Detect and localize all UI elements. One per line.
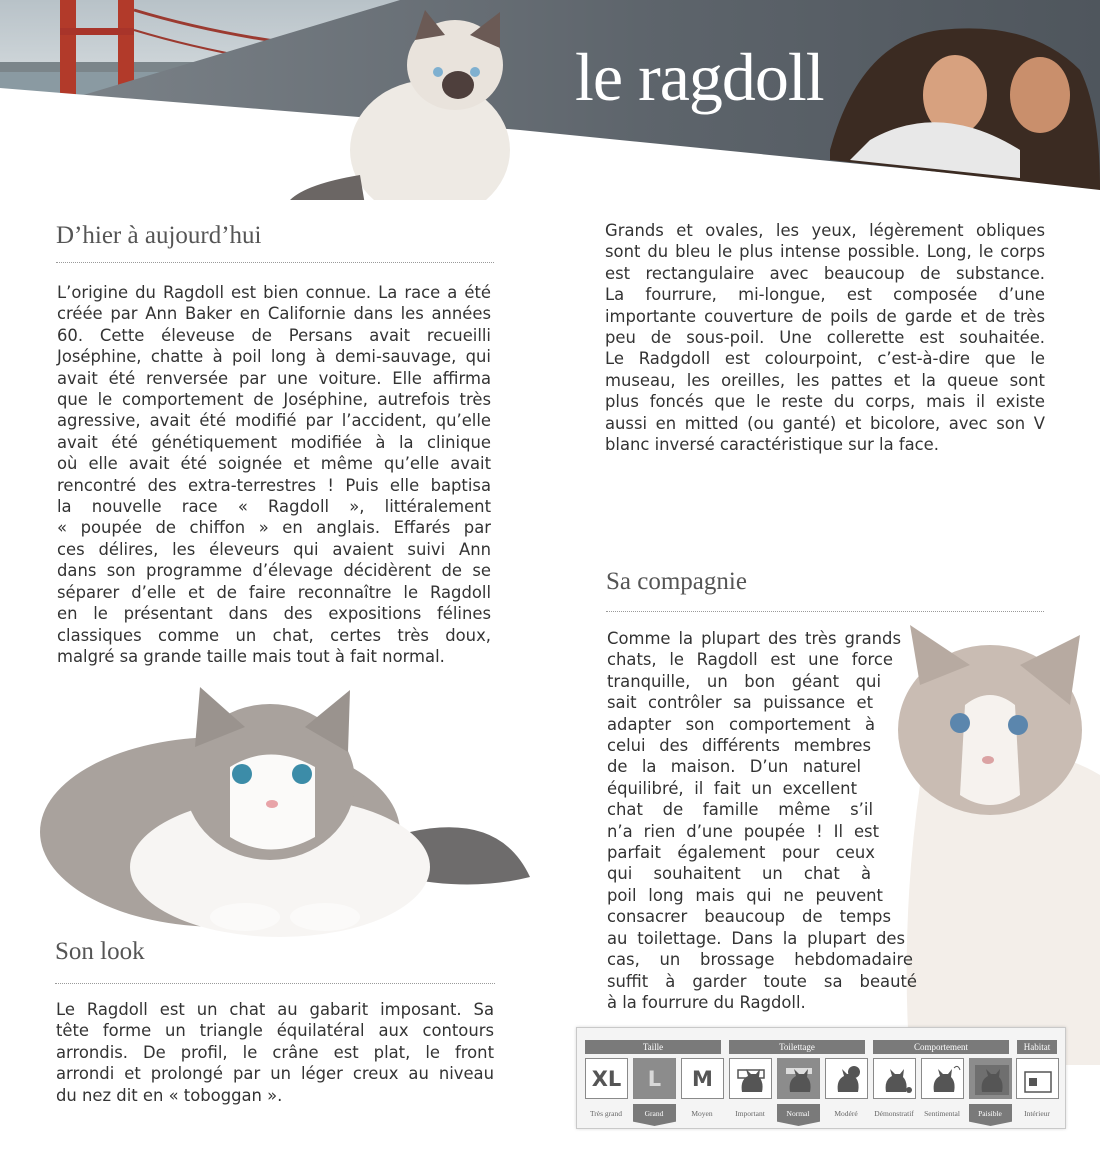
rating-caption: Intérieur [1024, 1109, 1050, 1118]
text-line: la nouvelle race « Ragdoll », littéralement [57, 497, 491, 517]
text-line: peu de sous-poil. Une collerette est souhaitée. [605, 328, 1045, 348]
text-line: équilibré, il fait un excellent [607, 778, 857, 798]
text-line: rencontré des extra-terrestres ! Puis elle baptisa [57, 475, 491, 495]
text-line: dans son programme d’élevage décidèrent de se [57, 561, 491, 581]
text-line: Le Ragdoll est un chat au gabarit imposant. Sa [56, 1000, 494, 1019]
text-line: où elle avait été soignée et même qu’elle avait [57, 454, 491, 474]
lying-ragdoll-photo [30, 672, 530, 942]
text-line: qui souhaitent un chat à [607, 864, 871, 884]
text-line: créée par Ann Baker en Californie dans les années [57, 304, 491, 324]
rating-caption: Démonstratif [874, 1109, 914, 1118]
text-line: malgré sa grande taille mais tout à fait normal. [57, 646, 445, 666]
text-line: tête forme un triangle équilatéral aux contours [56, 1021, 494, 1041]
text-line: agressive, avait été modifié par l’accident, qu’elle [57, 411, 491, 431]
size-xl-icon [585, 1058, 628, 1099]
text-line: tranquille, un bon géant qui [607, 671, 881, 691]
size-label: M [692, 1066, 713, 1091]
text-line: « poupée de chiffon » en anglais. Effarés par [57, 518, 491, 538]
rating-caption: Sentimental [924, 1109, 960, 1118]
text-line: chats, le Ragdoll est une force [607, 650, 893, 670]
text-line: cas, un brossage hebdomadaire [607, 950, 913, 970]
rating-group-habitat: Habitat [1017, 1040, 1057, 1054]
company-paragraph [607, 628, 917, 1013]
section-divider [55, 983, 495, 984]
text-line: L’origine du Ragdoll est bien connue. La race a été [57, 283, 491, 302]
text-line: ces délires, les éleveurs qui avaient suivi Ann [57, 539, 491, 559]
text-line: Joséphine, chatte à poil long à demi-sauvage, qui [57, 347, 491, 367]
text-line: poil long mais qui ne peuvent [607, 885, 883, 905]
text-line: séparer d’elle et de faire reconnaître le Ragdoll [57, 582, 491, 602]
look-continued-paragraph [605, 220, 1045, 455]
text-line: avait été génétiquement modifiée à la clinique [57, 432, 491, 452]
grooming-brush-icon [729, 1058, 772, 1099]
rating-caption: Moyen [691, 1109, 713, 1118]
text-line: est rectangulaire avec beaucoup de substance. [605, 263, 1045, 283]
text-line: museau, les oreilles, les pattes et la queue sont [605, 370, 1045, 390]
text-line: La fourrure, mi-longue, est composée d’une [605, 285, 1045, 305]
text-line: de la maison. D’un naturel [607, 757, 861, 777]
text-line: avait été renversée par une voiture. Elle affirma [57, 368, 491, 388]
size-m-icon [681, 1058, 724, 1099]
size-l-icon [633, 1058, 676, 1099]
text-line: Grands et ovales, les yeux, légèrement obliques [605, 221, 1045, 240]
text-line: du nez dit en « toboggan ». [56, 1085, 283, 1105]
text-line: aussi en mitted (ou ganté) et bicolore, avec son V [605, 413, 1045, 433]
text-line: à la fourrure du Ragdoll. [607, 992, 806, 1012]
grooming-light-icon [825, 1058, 868, 1099]
rating-group-comportement: Comportement [873, 1040, 1009, 1054]
text-line: que le comportement de Joséphine, autrefois très [57, 390, 491, 410]
text-line: importante couverture de poils de garde et de très [605, 306, 1045, 326]
indoor-house-icon [1016, 1058, 1059, 1099]
history-paragraph [57, 282, 491, 667]
text-line: 60. Cette éleveuse de Persans avait recueilli [57, 325, 491, 345]
text-line: en le présentant dans des expositions félines [57, 604, 491, 624]
playful-cat-icon [873, 1058, 916, 1099]
rating-caption: Grand [644, 1109, 664, 1118]
section-divider [606, 611, 1044, 612]
text-line: Comme la plupart des très grands [607, 629, 901, 648]
text-line: Le Radgdoll est colourpoint, c’est-à-dire que le [605, 349, 1045, 369]
text-line: sont du bleu le plus intense possible. Long, le corps [605, 242, 1045, 262]
text-line: arrondi et prolongé par un léger creux au niveau [56, 1064, 494, 1084]
text-line: au toilettage. Dans la plupart des [607, 928, 905, 948]
page-title: le ragdoll [575, 39, 824, 115]
size-label: XL [591, 1066, 622, 1091]
text-line: blanc inversé caractéristique sur la face. [605, 435, 939, 455]
header-banner [0, 0, 1100, 200]
text-line: n’a rien d’une poupée ! Il est [607, 821, 879, 841]
section-heading-company: Sa compagnie [606, 568, 747, 595]
rating-caption: Très grand [589, 1109, 622, 1118]
rating-group-toilettage: Toilettage [729, 1040, 865, 1054]
text-line: consacrer beaucoup de temps [607, 907, 891, 927]
rating-caption: Normal [786, 1109, 810, 1118]
grooming-comb-icon [777, 1058, 820, 1099]
text-line: adapter son comportement à [607, 714, 875, 734]
section-heading-history: D’hier à aujourd’hui [56, 222, 262, 249]
section-heading-look: Son look [55, 938, 145, 965]
section-divider [56, 262, 494, 263]
text-line: chat de famille même s’il [607, 800, 873, 820]
calm-cat-icon [969, 1058, 1012, 1099]
breed-rating-panel [576, 1027, 1066, 1129]
text-line: sait contrôler sa puissance et [607, 693, 873, 713]
rating-group-taille: Taille [585, 1040, 721, 1054]
text-line: plus foncés que le reste du corps, mais il existe [605, 392, 1045, 412]
cuddly-cat-icon [921, 1058, 964, 1099]
text-line: parfait également pour ceux [607, 843, 875, 863]
rating-caption: Modéré [834, 1109, 858, 1118]
text-line: celui des différents membres [607, 736, 871, 756]
text-line: suffit à garder toute sa beauté [607, 971, 917, 991]
text-line: arrondis. De profil, le crâne est plat, le front [56, 1042, 494, 1062]
rating-caption: Important [735, 1109, 765, 1118]
size-label: L [647, 1066, 662, 1091]
look-paragraph [56, 999, 494, 1106]
rating-caption: Paisible [978, 1109, 1002, 1118]
text-line: classiques comme un chat, certes très doux, [57, 625, 491, 645]
